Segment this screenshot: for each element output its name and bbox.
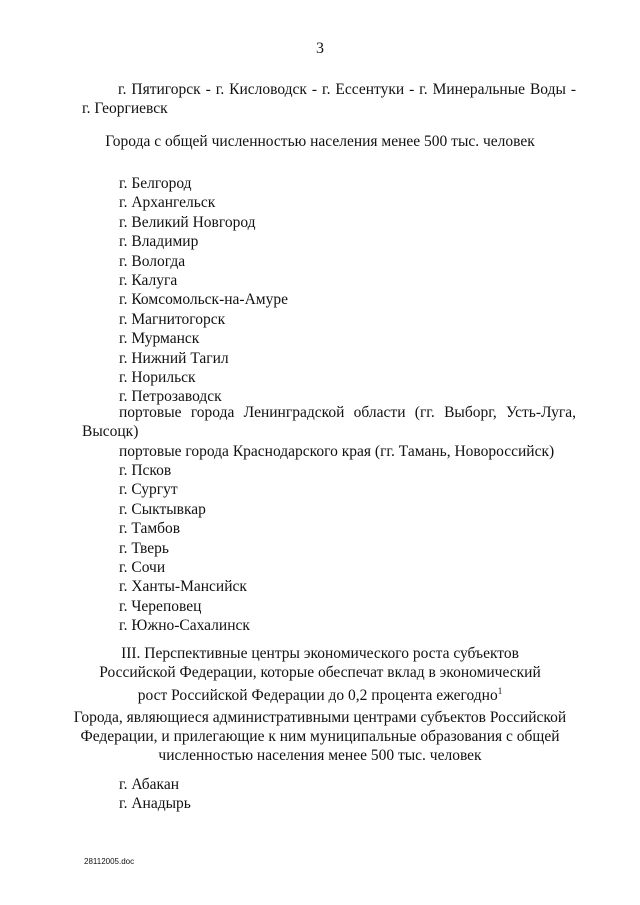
city-list-1 <box>119 174 288 407</box>
section-subheading <box>0 708 640 765</box>
paragraph-line: Высоцк) <box>82 423 139 441</box>
list-item: г. Сыктывкар <box>119 500 206 518</box>
list-item: г. Архангельск <box>119 194 216 212</box>
list-item: г. Тверь <box>119 539 169 557</box>
list-item: г. Петрозаводск <box>119 388 222 406</box>
paragraph-line: портовые города Ленинградской области (гг. Выборг, Усть-Луга, <box>119 404 576 421</box>
list-item: г. Южно-Сахалинск <box>119 617 250 635</box>
subheading-line: численностью населения менее 500 тыс. человек <box>158 747 482 764</box>
list-item: г. Норильск <box>119 369 196 387</box>
heading-line: III. Перспективные центры экономического роста субъектов <box>121 645 519 662</box>
subheading-line: Федерации, и прилегающие к ним муниципальные образования с общей <box>80 728 560 745</box>
list-item: г. Комсомольск-на-Амуре <box>119 291 288 309</box>
paragraph-pyatigorsk-group <box>82 80 576 118</box>
list-item: г. Мурманск <box>119 330 200 348</box>
heading-line-text: рост Российской Федерации до 0,2 процента ежегодно <box>137 687 498 704</box>
section-heading-III <box>0 644 640 705</box>
list-item: г. Череповец <box>119 597 202 615</box>
port-cities-leningrad <box>82 403 576 442</box>
list-item: г. Псков <box>119 462 172 479</box>
list-item: г. Сургут <box>119 481 178 499</box>
list-item: г. Нижний Тагил <box>119 349 229 367</box>
port-cities-krasnodar: портовые города Краснодарского края (гг. Тамань, Новороссийск) <box>119 443 555 460</box>
list-item: г. Сочи <box>119 559 166 577</box>
paragraph-line: г. Пятигорск - г. Кисловодск - г. Ессентуки - г. Минеральные Воды - <box>118 81 576 98</box>
subheading-line: Города, являющиеся административными центрами субъектов Российской <box>73 709 567 726</box>
city-list-2 <box>119 461 250 636</box>
list-item: г. Великий Новгород <box>119 213 256 231</box>
list-item: г. Калуга <box>119 272 178 290</box>
list-item: г. Анадырь <box>119 795 191 813</box>
city-list-3 <box>119 775 191 814</box>
list-item: г. Владимир <box>119 233 199 251</box>
section-intro: Города с общей численностью населения менее 500 тыс. человек <box>105 133 535 150</box>
list-item: г. Абакан <box>119 776 180 793</box>
list-item: г. Белгород <box>119 175 192 192</box>
list-item: г. Ханты-Мансийск <box>119 578 247 596</box>
list-item: г. Магнитогорск <box>119 310 226 328</box>
footer-filename: 28112005.doc <box>84 857 135 866</box>
page-number: 3 <box>316 40 324 57</box>
footnote-mark: 1 <box>497 686 503 696</box>
heading-line <box>0 682 640 705</box>
list-item: г. Тамбов <box>119 520 181 538</box>
paragraph-line: г. Георгиевск <box>82 100 168 117</box>
list-item: г. Вологда <box>119 252 186 270</box>
heading-line: Российской Федерации, которые обеспечат вклад в экономический <box>99 664 541 681</box>
